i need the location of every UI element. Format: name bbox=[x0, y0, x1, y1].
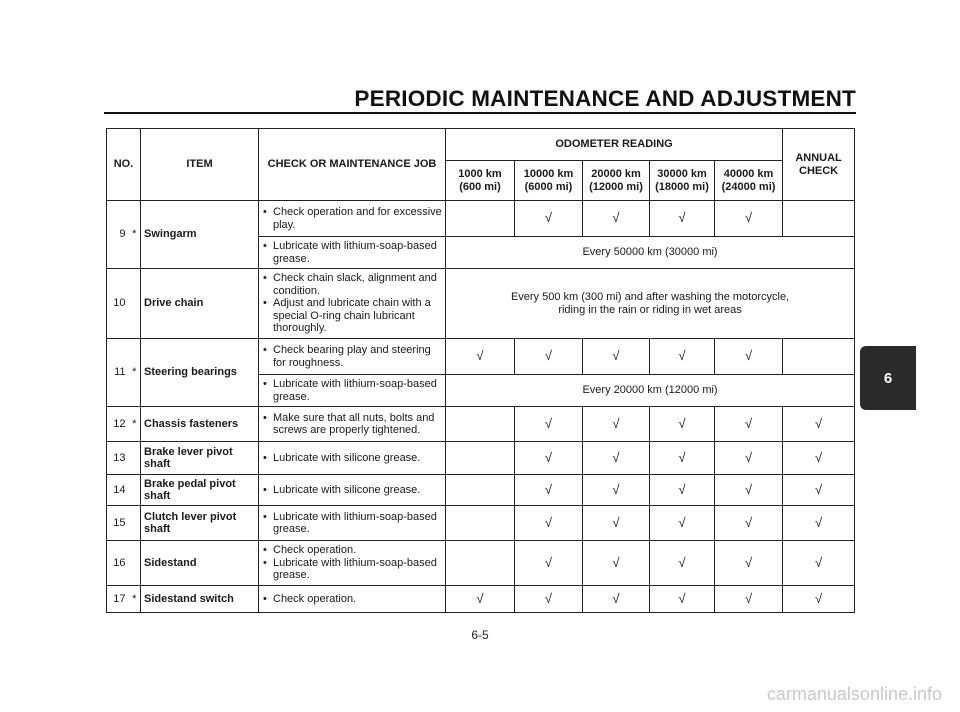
row-item bbox=[141, 506, 259, 541]
check-cell-10000: √ bbox=[515, 407, 583, 442]
odo-mi: (12000 mi) bbox=[589, 180, 643, 193]
check-cell-10000: √ bbox=[515, 475, 583, 506]
check-cell-annual: √ bbox=[783, 506, 855, 541]
watermark: carmanualsonline.info bbox=[766, 684, 942, 704]
check-cell-1000 bbox=[446, 506, 515, 541]
job-bullet: • Lubricate with lithium-soap-based grease. bbox=[263, 378, 443, 403]
check-cell-30000: √ bbox=[650, 541, 715, 586]
check-cell-1000 bbox=[446, 541, 515, 586]
check-cell-10000: √ bbox=[515, 506, 583, 541]
header-odo-20000 bbox=[583, 161, 650, 201]
check-cell-40000: √ bbox=[715, 506, 783, 541]
check-cell-30000: √ bbox=[650, 201, 715, 237]
row-job bbox=[259, 475, 446, 506]
page-title: PERIODIC MAINTENANCE AND ADJUSTMENT bbox=[354, 86, 856, 111]
table-row bbox=[107, 442, 855, 475]
check-cell-40000: √ bbox=[715, 201, 783, 237]
item-line: shaft bbox=[144, 490, 171, 502]
item-line: Brake pedal pivot bbox=[144, 477, 236, 490]
check-cell-annual: √ bbox=[783, 442, 855, 475]
title-rule bbox=[104, 112, 856, 114]
check-cell-40000: √ bbox=[715, 475, 783, 506]
row-job bbox=[259, 375, 446, 407]
table-row bbox=[107, 269, 855, 339]
odo-km: 20000 km bbox=[591, 168, 641, 180]
header-annual-line1: ANNUAL bbox=[795, 152, 842, 164]
row-item: Drive chain bbox=[141, 269, 259, 339]
check-cell-40000: √ bbox=[715, 442, 783, 475]
row-star bbox=[129, 442, 141, 475]
check-cell-annual: √ bbox=[783, 475, 855, 506]
check-cell-annual: √ bbox=[783, 586, 855, 613]
job-bullet: • Check bearing play and steering for roughness. bbox=[263, 344, 443, 369]
check-cell-1000 bbox=[446, 201, 515, 237]
row-job bbox=[259, 237, 446, 269]
job-bullet: • Lubricate with lithium-soap-based grease. bbox=[263, 240, 443, 265]
check-cell-annual: √ bbox=[783, 541, 855, 586]
row-job bbox=[259, 541, 446, 586]
row-number: 17 bbox=[107, 586, 129, 613]
row-number: 9 bbox=[107, 201, 129, 269]
check-cell-40000: √ bbox=[715, 586, 783, 613]
row-item: Steering bearings bbox=[141, 339, 259, 407]
check-cell-30000: √ bbox=[650, 339, 715, 375]
odo-km: 40000 km bbox=[723, 168, 774, 180]
check-cell-20000: √ bbox=[583, 506, 650, 541]
maintenance-table bbox=[106, 128, 855, 613]
header-annual-line2: CHECK bbox=[799, 164, 839, 177]
interval-text: Every 20000 km (12000 mi) bbox=[446, 375, 855, 407]
header-odo-30000 bbox=[650, 161, 715, 201]
row-star bbox=[129, 506, 141, 541]
row-item: Sidestand switch bbox=[141, 586, 259, 613]
header-odo-40000 bbox=[715, 161, 783, 201]
check-cell-10000: √ bbox=[515, 339, 583, 375]
interval-line: Every 500 km (300 mi) and after washing the motorcycle, bbox=[510, 291, 790, 303]
check-cell-1000 bbox=[446, 475, 515, 506]
header-annual-check bbox=[783, 129, 855, 201]
item-line: Brake lever pivot bbox=[144, 445, 233, 458]
row-star: * bbox=[129, 201, 141, 269]
job-bullet: • Check operation and for excessive play. bbox=[263, 206, 443, 231]
check-cell-30000: √ bbox=[650, 506, 715, 541]
check-cell-20000: √ bbox=[583, 442, 650, 475]
check-cell-1000 bbox=[446, 442, 515, 475]
row-number: 16 bbox=[107, 541, 129, 586]
check-cell-1000: √ bbox=[446, 339, 515, 375]
check-cell-annual: √ bbox=[783, 407, 855, 442]
item-line: shaft bbox=[144, 523, 171, 535]
row-job bbox=[259, 442, 446, 475]
row-job bbox=[259, 201, 446, 237]
row-job bbox=[259, 269, 446, 339]
header-job: CHECK OR MAINTENANCE JOB bbox=[259, 129, 446, 201]
page-number: 6-5 bbox=[471, 628, 489, 642]
job-bullet: • Make sure that all nuts, bolts and screws are properly tightened. bbox=[263, 412, 443, 437]
row-item: Chassis fasteners bbox=[141, 407, 259, 442]
row-number: 10 bbox=[107, 269, 129, 339]
row-star: * bbox=[129, 407, 141, 442]
check-cell-30000: √ bbox=[650, 475, 715, 506]
table-row bbox=[107, 586, 855, 613]
row-number: 11 bbox=[107, 339, 129, 407]
interval-line: riding in the rain or riding in wet areas bbox=[558, 303, 742, 316]
check-cell-annual bbox=[783, 339, 855, 375]
header-odo-1000 bbox=[446, 161, 515, 201]
check-cell-20000: √ bbox=[583, 201, 650, 237]
interval-text bbox=[446, 269, 855, 339]
row-item bbox=[141, 442, 259, 475]
job-bullet: • Check operation. bbox=[263, 593, 443, 606]
row-item: Sidestand bbox=[141, 541, 259, 586]
item-line: Clutch lever pivot bbox=[144, 510, 237, 523]
header-item: ITEM bbox=[141, 129, 259, 201]
check-cell-1000 bbox=[446, 407, 515, 442]
check-cell-20000: √ bbox=[583, 475, 650, 506]
row-star: * bbox=[129, 586, 141, 613]
check-cell-20000: √ bbox=[583, 407, 650, 442]
check-cell-10000: √ bbox=[515, 442, 583, 475]
check-cell-10000: √ bbox=[515, 201, 583, 237]
odo-km: 30000 km bbox=[657, 168, 707, 180]
header-odometer: ODOMETER READING bbox=[446, 129, 783, 161]
item-line: shaft bbox=[144, 458, 171, 470]
row-star bbox=[129, 475, 141, 506]
odo-km: 1000 km bbox=[458, 168, 502, 180]
header-odo-10000 bbox=[515, 161, 583, 201]
check-cell-30000: √ bbox=[650, 407, 715, 442]
row-job bbox=[259, 339, 446, 375]
row-number: 12 bbox=[107, 407, 129, 442]
odo-km: 10000 km bbox=[523, 168, 574, 180]
table-row bbox=[107, 407, 855, 442]
check-cell-40000: √ bbox=[715, 407, 783, 442]
check-cell-20000: √ bbox=[583, 586, 650, 613]
check-cell-1000: √ bbox=[446, 586, 515, 613]
row-job bbox=[259, 586, 446, 613]
row-number: 13 bbox=[107, 442, 129, 475]
check-cell-40000: √ bbox=[715, 541, 783, 586]
row-star: * bbox=[129, 339, 141, 407]
interval-text: Every 50000 km (30000 mi) bbox=[446, 237, 855, 269]
check-cell-20000: √ bbox=[583, 339, 650, 375]
check-cell-10000: √ bbox=[515, 541, 583, 586]
check-cell-30000: √ bbox=[650, 586, 715, 613]
row-star bbox=[129, 269, 141, 339]
table-row bbox=[107, 201, 855, 237]
job-bullet: • Check operation. bbox=[263, 544, 443, 557]
job-bullet: • Check chain slack, alignment and condition. bbox=[263, 272, 443, 297]
job-bullet: • Lubricate with silicone grease. bbox=[263, 452, 443, 465]
job-bullet: • Lubricate with silicone grease. bbox=[263, 484, 443, 497]
row-item bbox=[141, 475, 259, 506]
check-cell-40000: √ bbox=[715, 339, 783, 375]
odo-mi: (6000 mi) bbox=[524, 180, 573, 193]
job-bullet: • Lubricate with lithium-soap-based grease. bbox=[263, 557, 443, 582]
header-no: NO. bbox=[107, 129, 141, 201]
job-bullet: • Adjust and lubricate chain with a special O-ring chain lubricant thoroughly. bbox=[263, 297, 443, 335]
row-item: Swingarm bbox=[141, 201, 259, 269]
check-cell-annual bbox=[783, 201, 855, 237]
odo-mi: (18000 mi) bbox=[655, 180, 709, 193]
row-number: 14 bbox=[107, 475, 129, 506]
check-cell-30000: √ bbox=[650, 442, 715, 475]
row-star bbox=[129, 541, 141, 586]
odo-mi: (600 mi) bbox=[459, 180, 501, 193]
table-row bbox=[107, 339, 855, 375]
table-row bbox=[107, 506, 855, 541]
check-cell-10000: √ bbox=[515, 586, 583, 613]
chapter-tab: 6 bbox=[860, 346, 916, 410]
row-job bbox=[259, 407, 446, 442]
odo-mi: (24000 mi) bbox=[721, 180, 776, 193]
table-row bbox=[107, 541, 855, 586]
row-number: 15 bbox=[107, 506, 129, 541]
row-job bbox=[259, 506, 446, 541]
table-row bbox=[107, 475, 855, 506]
job-bullet: • Lubricate with lithium-soap-based grease. bbox=[263, 511, 443, 536]
check-cell-20000: √ bbox=[583, 541, 650, 586]
